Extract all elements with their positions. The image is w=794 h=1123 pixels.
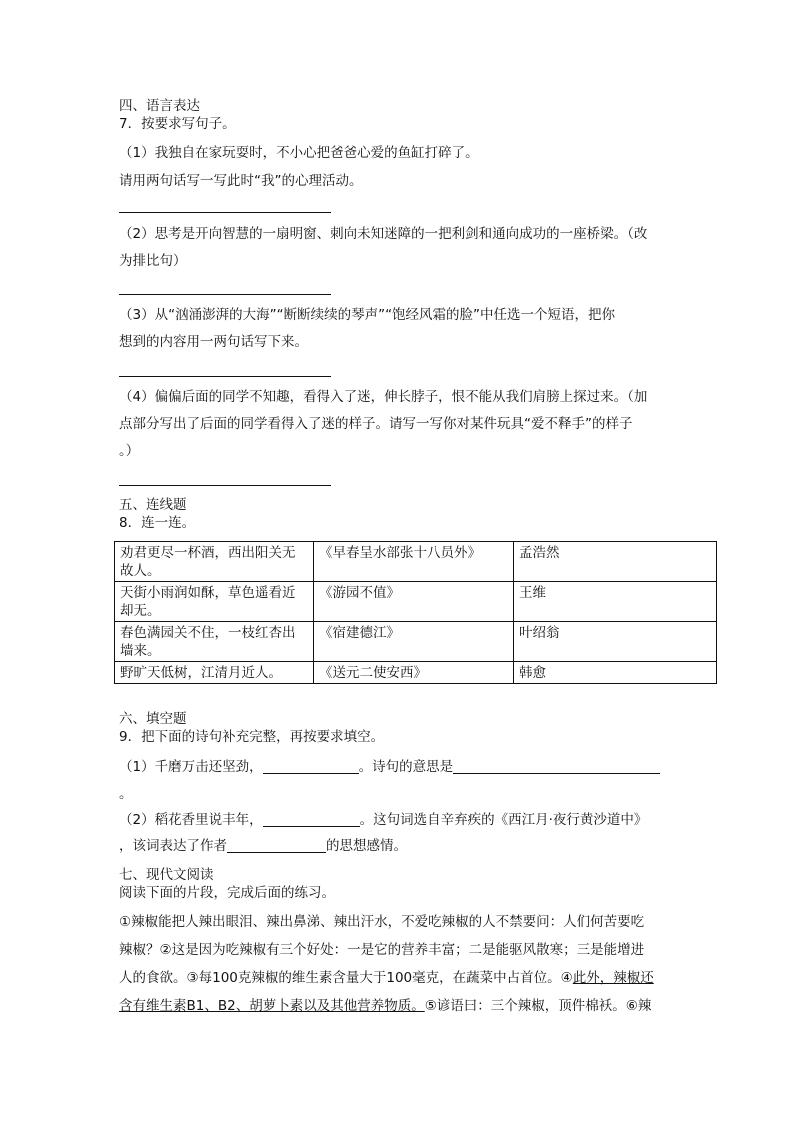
poem-title-cell[interactable]: 《早春呈水部张十八员外》: [314, 542, 514, 582]
question-8-title: 8．连一连。: [119, 515, 196, 531]
poem-title-cell[interactable]: 《宿建德江》: [314, 622, 514, 662]
poem-title-cell[interactable]: 《游园不值》: [314, 582, 514, 622]
matching-table: [114, 541, 717, 684]
q7-item3-line1: （3）从“汹涌澎湃的大海”“断断续续的琴声”“饱经风霜的脸”中任选一个短语，把你: [119, 307, 616, 323]
table-row: [115, 662, 717, 684]
fill-blank[interactable]: [227, 838, 326, 853]
poem-line-cell[interactable]: 天街小雨润如酥，草色遥看近 却无。: [115, 582, 314, 622]
poem-line-cell[interactable]: 野旷天低树，江清月近人。: [115, 662, 314, 684]
q9-item2-line2: ，该词表达了作者 的思想感情。: [119, 838, 407, 854]
poet-cell[interactable]: 孟浩然: [514, 542, 717, 582]
q9-item1: （1）千磨万击还坚劲， 。诗句的意思是: [119, 758, 660, 776]
poet-cell[interactable]: 叶绍翁: [514, 622, 717, 662]
q7-item2-line1: （2）思考是开向智慧的一扇明窗、刺向未知迷障的一把利剑和通向成功的一座桥梁。（改: [119, 226, 648, 242]
reading-intro: 阅读下面的片段，完成后面的练习。: [119, 885, 335, 901]
poem-line-cell[interactable]: 春色满园关不住，一枝红杏出 墙来。: [115, 622, 314, 662]
poem-title-cell[interactable]: 《送元二使安西》: [314, 662, 514, 684]
q7-item4-line3: 。）: [119, 443, 140, 459]
question-7-title: 7．按要求写句子。: [119, 116, 236, 132]
question-9-title: 9．把下面的诗句补充完整，再按要求填空。: [119, 729, 385, 745]
poem-line-cell[interactable]: 劝君更尽一杯酒，西出阳关无 故人。: [115, 542, 314, 582]
table-row: [115, 622, 717, 662]
reading-paragraph-line2: 辣椒？②这是因为吃辣椒有三个好处：一是它的营养丰富；二是能驱风散寒；三是能增进: [119, 942, 645, 958]
answer-line[interactable]: [119, 212, 331, 213]
poet-cell[interactable]: 王维: [514, 582, 717, 622]
section-heading-language: 四、语言表达: [119, 98, 200, 114]
section-heading-fill: 六、填空题: [119, 711, 187, 727]
underlined-sentence: 含有维生素B1、B2、胡萝卜素以及其他营养物质。: [119, 998, 425, 1014]
q7-item1: （1）我独自在家玩耍时，不小心把爸爸心爱的鱼缸打碎了。: [119, 145, 479, 161]
reading-paragraph-line4: 含有维生素B1、B2、胡萝卜素以及其他营养物质。⑤谚语曰：三个辣椒，顶件棉袄。⑥辣: [119, 998, 652, 1014]
reading-paragraph-line3: 人的食欲。③每100克辣椒的维生素含量大于100毫克，在蔬菜中占首位。④此外，辣椒还: [119, 970, 654, 986]
q7-item2-line2: 为排比句）: [119, 253, 187, 269]
answer-line[interactable]: [119, 376, 331, 377]
table-row: [115, 582, 717, 622]
underlined-sentence: 此外，辣椒还: [572, 970, 654, 986]
fill-blank[interactable]: [263, 812, 360, 827]
q7-item4-line1: （4）偏偏后面的同学不知趣，看得入了迷，伸长脖子，恨不能从我们肩膀上探过来。（加: [119, 389, 648, 405]
poet-cell[interactable]: 韩愈: [514, 662, 717, 684]
q7-item1-requirement: 请用两句话写一写此时“我”的心理活动。: [119, 173, 363, 189]
reading-paragraph-line1: ①辣椒能把人辣出眼泪、辣出鼻涕、辣出汗水，不爱吃辣椒的人不禁要问：人们何苦要吃: [119, 914, 645, 930]
q9-item1-end: 。: [119, 786, 133, 802]
fill-blank[interactable]: [263, 759, 359, 774]
table-row: [115, 542, 717, 582]
q9-item2: （2）稻花香里说丰年， 。这句词选自辛弃疾的《西江月·夜行黄沙道中》: [119, 812, 648, 828]
answer-line[interactable]: [119, 485, 331, 486]
section-heading-reading: 七、现代文阅读: [119, 867, 214, 883]
fill-blank[interactable]: [453, 759, 660, 774]
q7-item3-line2: 想到的内容用一两句话写下来。: [119, 334, 308, 350]
section-heading-matching: 五、连线题: [119, 497, 187, 513]
q7-item4-line2: 点部分写出了后面的同学看得入了迷的样子。请写一写你对某件玩具“爱不释手”的样子: [119, 416, 633, 432]
answer-line[interactable]: [119, 294, 331, 295]
